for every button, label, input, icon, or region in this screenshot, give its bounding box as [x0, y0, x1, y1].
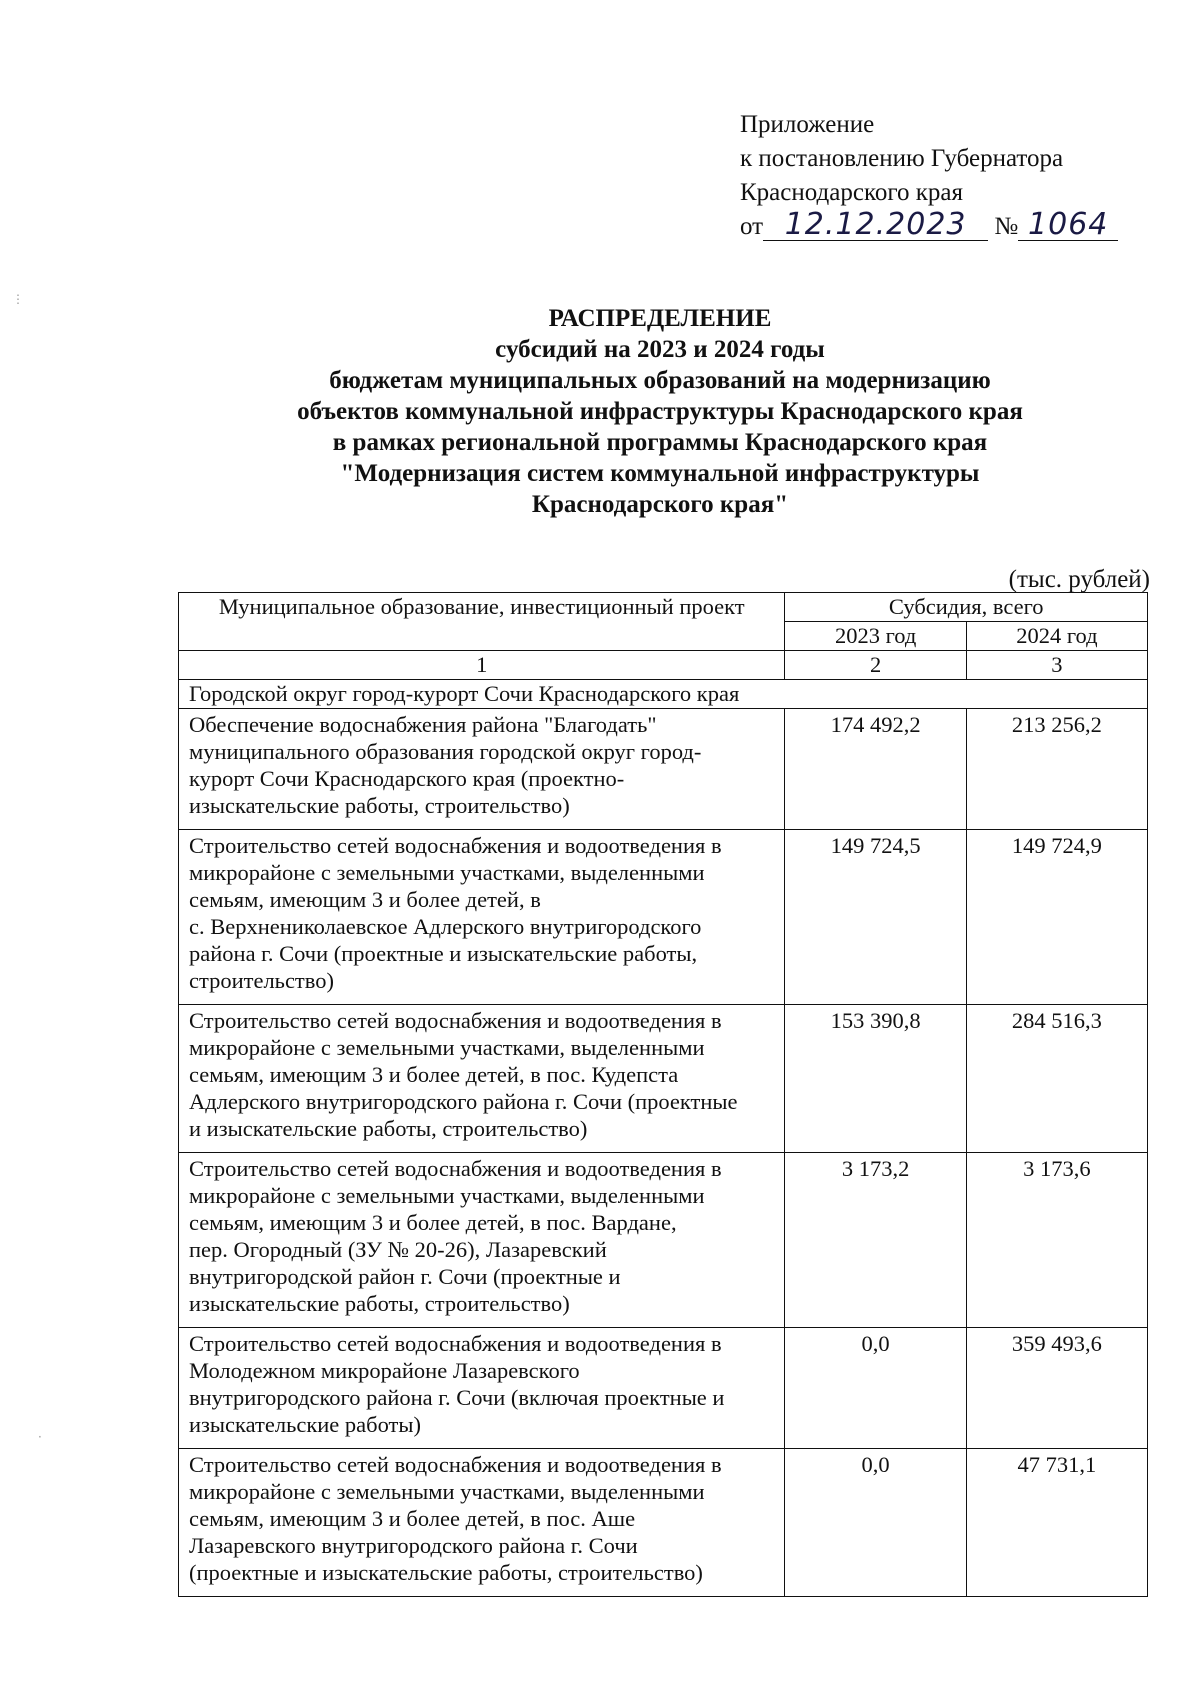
- project-name-line: пер. Огородный (ЗУ № 20-26), Лазаревский: [189, 1237, 607, 1262]
- project-name-line: Адлерского внутригородского района г. Сочи (проектные: [189, 1089, 738, 1114]
- column-number-1: 1: [179, 651, 785, 680]
- appendix-block: [740, 108, 1118, 248]
- project-name-line: Строительство сетей водоснабжения и водоотведения в: [189, 1452, 722, 1477]
- subsidy-2024-value: 284 516,3: [966, 1005, 1147, 1153]
- handwritten-date: 12.12.2023: [763, 210, 988, 241]
- title-line-6: "Модернизация систем коммунальной инфраструктуры: [340, 460, 980, 487]
- subsidy-2023-value: 0,0: [785, 1449, 966, 1597]
- table-row: [179, 1005, 1148, 1153]
- column-number-3: 3: [966, 651, 1147, 680]
- project-name: [179, 1449, 785, 1597]
- scan-mark: ⋮: [12, 292, 24, 306]
- table-row: [179, 1153, 1148, 1328]
- appendix-line-1: Приложение: [740, 111, 875, 138]
- project-name: [179, 1153, 785, 1328]
- project-name-line: изыскательские работы): [189, 1412, 421, 1437]
- header-year-2023: 2023 год: [785, 622, 966, 651]
- subsidy-2024-value: 149 724,9: [966, 830, 1147, 1005]
- from-label: от: [740, 213, 764, 240]
- title-line-7: Краснодарского края": [531, 491, 789, 518]
- title-line-2: субсидий на 2023 и 2024 годы: [495, 336, 825, 363]
- appendix-line-3: Краснодарского края: [740, 179, 963, 206]
- project-name-line: Лазаревского внутригородского района г. Сочи: [189, 1533, 638, 1558]
- project-name-line: курорт Сочи Краснодарского края (проектно-: [189, 766, 625, 791]
- subsidy-2023-value: 174 492,2: [785, 709, 966, 830]
- subsidy-2024-value: 3 173,6: [966, 1153, 1147, 1328]
- project-name-line: семьям, имеющим 3 и более детей, в пос. Кудепста: [189, 1062, 679, 1087]
- project-name-line: Строительство сетей водоснабжения и водоотведения в: [189, 1008, 722, 1033]
- project-name: [179, 830, 785, 1005]
- project-name-line: и изыскательские работы, строительство): [189, 1116, 588, 1141]
- project-name-line: Строительство сетей водоснабжения и водоотведения в: [189, 1331, 722, 1356]
- project-name-line: района г. Сочи (проектные и изыскательские работы,: [189, 941, 698, 966]
- units-label: (тыс. рублей): [1008, 566, 1150, 593]
- project-name-line: Обеспечение водоснабжения района "Благодать": [189, 712, 657, 737]
- number-label: №: [994, 213, 1019, 240]
- column-number-2: 2: [785, 651, 966, 680]
- title-line-1: РАСПРЕДЕЛЕНИЕ: [548, 305, 772, 332]
- table-header-row: [179, 593, 1148, 622]
- header-project: Муниципальное образование, инвестиционный проект: [179, 593, 785, 651]
- subsidy-2023-value: 0,0: [785, 1328, 966, 1449]
- project-name-line: семьям, имеющим 3 и более детей, в: [189, 887, 541, 912]
- project-name-line: (проектные и изыскательские работы, строительство): [189, 1560, 703, 1585]
- project-name-line: внутригородской район г. Сочи (проектные и: [189, 1264, 621, 1289]
- project-name-line: Молодежном микрорайоне Лазаревского: [189, 1358, 580, 1383]
- header-year-2024: 2024 год: [966, 622, 1147, 651]
- subsidy-2023-value: 149 724,5: [785, 830, 966, 1005]
- title-line-5: в рамках региональной программы Краснодарского края: [332, 429, 988, 456]
- appendix-reference: [740, 207, 1118, 248]
- project-name-line: с. Верхнениколаевское Адлерского внутригородского: [189, 914, 702, 939]
- column-numbers-row: [179, 651, 1148, 680]
- title-line-3: бюджетам муниципальных образований на модернизацию: [329, 367, 991, 394]
- project-name-line: микрорайоне с земельными участками, выделенными: [189, 1479, 705, 1504]
- subsidy-2024-value: 359 493,6: [966, 1328, 1147, 1449]
- subsidy-2023-value: 3 173,2: [785, 1153, 966, 1328]
- project-name-line: муниципального образования городской округ город-: [189, 739, 702, 764]
- project-name-line: изыскательские работы, строительство): [189, 793, 570, 818]
- project-name-line: Строительство сетей водоснабжения и водоотведения в: [189, 833, 722, 858]
- project-name: [179, 1005, 785, 1153]
- scan-mark: ·: [38, 1430, 42, 1444]
- subsidy-table: [178, 592, 1148, 1597]
- project-name-line: семьям, имеющим 3 и более детей, в пос. Вардане,: [189, 1210, 677, 1235]
- project-name-line: внутригородского района г. Сочи (включая проектные и: [189, 1385, 725, 1410]
- table-row: [179, 1449, 1148, 1597]
- subsidy-2024-value: 47 731,1: [966, 1449, 1147, 1597]
- project-name-line: микрорайоне с земельными участками, выделенными: [189, 1183, 705, 1208]
- appendix-line-2: к постановлению Губернатора: [740, 145, 1064, 172]
- subsidy-2023-value: 153 390,8: [785, 1005, 966, 1153]
- project-name-line: изыскательские работы, строительство): [189, 1291, 570, 1316]
- table-row: [179, 1328, 1148, 1449]
- document-title: [130, 303, 1190, 520]
- project-name-line: семьям, имеющим 3 и более детей, в пос. Аше: [189, 1506, 636, 1531]
- project-name-line: строительство): [189, 968, 334, 993]
- header-subsidy-total: Субсидия, всего: [785, 593, 1148, 622]
- project-name-line: Строительство сетей водоснабжения и водоотведения в: [189, 1156, 722, 1181]
- project-name: [179, 709, 785, 830]
- project-name-line: микрорайоне с земельными участками, выделенными: [189, 860, 705, 885]
- table-row: [179, 709, 1148, 830]
- title-line-4: объектов коммунальной инфраструктуры Краснодарского края: [297, 398, 1023, 425]
- handwritten-number: 1064: [1018, 210, 1118, 241]
- group-municipality: Городской округ город-курорт Сочи Краснодарского края: [179, 680, 1148, 709]
- table-row: [179, 830, 1148, 1005]
- project-name-line: микрорайоне с земельными участками, выделенными: [189, 1035, 705, 1060]
- project-name: [179, 1328, 785, 1449]
- group-row: [179, 680, 1148, 709]
- subsidy-2024-value: 213 256,2: [966, 709, 1147, 830]
